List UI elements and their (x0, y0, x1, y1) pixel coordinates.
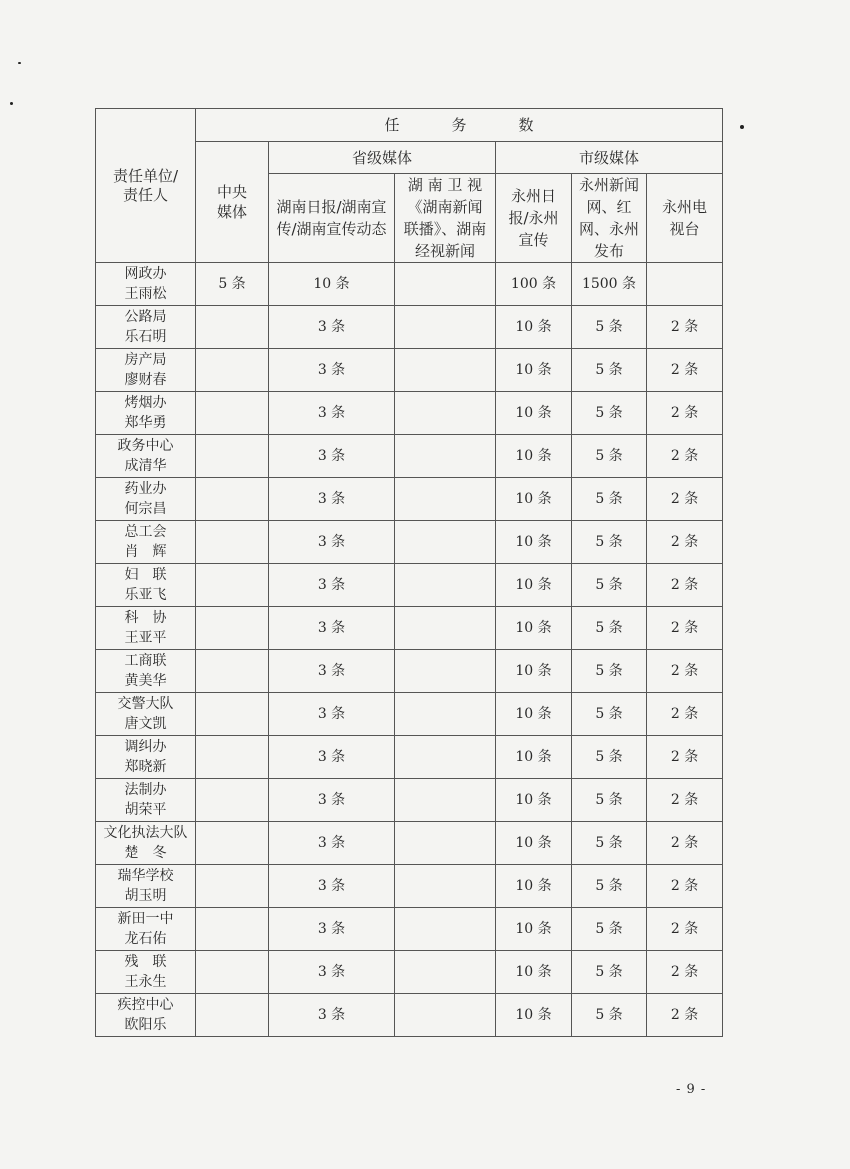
unit-name: 工商联 (124, 653, 167, 669)
responsible-person: 龙石佑 (124, 931, 167, 947)
cell-unit (96, 435, 196, 478)
header-yongzhou-daily: 永州日报/永州宣传 (496, 174, 572, 263)
cell-yongzhou-tv: 2 条 (647, 650, 723, 693)
cell-hunan-tv (395, 435, 496, 478)
responsible-person: 郑晓新 (124, 759, 167, 775)
cell-hunan-tv (395, 736, 496, 779)
cell-yongzhou-tv: 2 条 (647, 478, 723, 521)
unit-name: 烤烟办 (124, 395, 167, 411)
responsible-person: 欧阳乐 (124, 1017, 167, 1033)
cell-unit (96, 822, 196, 865)
cell-yongzhou-daily: 10 条 (496, 994, 572, 1037)
header-yongzhou-tv: 永州电视台 (647, 174, 723, 263)
table-row (96, 607, 723, 650)
cell-yongzhou-tv: 2 条 (647, 693, 723, 736)
table-row (96, 263, 723, 306)
cell-central (196, 779, 269, 822)
cell-unit (96, 306, 196, 349)
cell-hunan-daily: 3 条 (269, 779, 395, 822)
cell-yongzhou-tv: 2 条 (647, 607, 723, 650)
cell-unit (96, 994, 196, 1037)
responsible-person: 胡荣平 (124, 802, 167, 818)
cell-unit (96, 736, 196, 779)
cell-unit (96, 478, 196, 521)
cell-yongzhou-net: 5 条 (572, 564, 647, 607)
table-row (96, 951, 723, 994)
cell-hunan-daily: 3 条 (269, 693, 395, 736)
cell-yongzhou-net: 5 条 (572, 994, 647, 1037)
cell-yongzhou-net: 5 条 (572, 349, 647, 392)
cell-unit (96, 564, 196, 607)
cell-yongzhou-tv: 2 条 (647, 951, 723, 994)
cell-hunan-tv (395, 908, 496, 951)
unit-name: 政务中心 (117, 438, 174, 454)
cell-yongzhou-net: 5 条 (572, 951, 647, 994)
header-hunan-tv: 湖 南 卫 视《湖南新闻联播》、湖南经视新闻 (395, 174, 496, 263)
cell-central (196, 392, 269, 435)
unit-name: 法制办 (124, 782, 167, 798)
cell-hunan-daily: 10 条 (269, 263, 395, 306)
cell-hunan-tv (395, 607, 496, 650)
header-hunan-daily: 湖南日报/湖南宣传/湖南宣传动态 (269, 174, 395, 263)
cell-hunan-tv (395, 306, 496, 349)
cell-yongzhou-net: 5 条 (572, 521, 647, 564)
unit-name: 房产局 (124, 352, 167, 368)
table-row (96, 435, 723, 478)
cell-hunan-tv (395, 779, 496, 822)
cell-unit (96, 779, 196, 822)
cell-yongzhou-net: 5 条 (572, 607, 647, 650)
cell-yongzhou-daily: 10 条 (496, 650, 572, 693)
table-row (96, 392, 723, 435)
responsible-person: 黄美华 (124, 673, 167, 689)
cell-unit (96, 951, 196, 994)
cell-unit (96, 607, 196, 650)
cell-unit (96, 521, 196, 564)
cell-hunan-tv (395, 263, 496, 306)
cell-hunan-daily: 3 条 (269, 822, 395, 865)
responsible-person: 乐亚飞 (124, 587, 167, 603)
cell-hunan-tv (395, 478, 496, 521)
cell-yongzhou-tv: 2 条 (647, 306, 723, 349)
unit-name: 新田一中 (117, 911, 174, 927)
cell-unit (96, 908, 196, 951)
cell-hunan-tv (395, 865, 496, 908)
cell-yongzhou-tv: 2 条 (647, 822, 723, 865)
responsible-person: 肖 辉 (124, 544, 167, 560)
cell-unit (96, 865, 196, 908)
cell-hunan-tv (395, 349, 496, 392)
cell-yongzhou-net: 5 条 (572, 736, 647, 779)
scan-speck (18, 62, 21, 64)
page-number: - 9 - (676, 1082, 707, 1097)
task-table (95, 108, 723, 1037)
cell-hunan-tv (395, 693, 496, 736)
cell-central (196, 650, 269, 693)
cell-yongzhou-daily: 10 条 (496, 349, 572, 392)
header-unit: 责任单位/责任人 (96, 109, 196, 263)
cell-hunan-daily: 3 条 (269, 908, 395, 951)
cell-yongzhou-daily: 10 条 (496, 392, 572, 435)
cell-yongzhou-daily: 10 条 (496, 865, 572, 908)
table-row (96, 564, 723, 607)
cell-yongzhou-daily: 10 条 (496, 779, 572, 822)
cell-yongzhou-tv: 2 条 (647, 349, 723, 392)
unit-name: 科 协 (124, 610, 167, 626)
cell-hunan-daily: 3 条 (269, 994, 395, 1037)
cell-unit (96, 650, 196, 693)
cell-hunan-daily: 3 条 (269, 650, 395, 693)
cell-yongzhou-daily: 10 条 (496, 435, 572, 478)
table-row (96, 865, 723, 908)
table-row (96, 779, 723, 822)
cell-central (196, 349, 269, 392)
cell-yongzhou-net: 5 条 (572, 822, 647, 865)
cell-yongzhou-daily: 10 条 (496, 306, 572, 349)
cell-yongzhou-tv: 2 条 (647, 779, 723, 822)
cell-central (196, 693, 269, 736)
cell-yongzhou-net: 5 条 (572, 392, 647, 435)
table-row (96, 521, 723, 564)
table-row (96, 994, 723, 1037)
cell-yongzhou-net: 5 条 (572, 779, 647, 822)
cell-hunan-tv (395, 650, 496, 693)
cell-central (196, 994, 269, 1037)
table-row (96, 822, 723, 865)
header-city-media: 市级媒体 (496, 142, 723, 174)
cell-hunan-daily: 3 条 (269, 306, 395, 349)
unit-name: 瑞华学校 (117, 868, 174, 884)
responsible-person: 王永生 (124, 974, 167, 990)
unit-name: 网政办 (124, 266, 167, 282)
cell-yongzhou-tv: 2 条 (647, 908, 723, 951)
cell-hunan-daily: 3 条 (269, 736, 395, 779)
cell-central (196, 521, 269, 564)
cell-unit (96, 392, 196, 435)
cell-yongzhou-tv: 2 条 (647, 994, 723, 1037)
responsible-person: 成清华 (124, 458, 167, 474)
responsible-person: 乐石明 (124, 329, 167, 345)
task-table-wrapper (95, 108, 722, 1037)
table-row (96, 306, 723, 349)
responsible-person: 唐文凯 (124, 716, 167, 732)
table-row (96, 736, 723, 779)
cell-yongzhou-tv (647, 263, 723, 306)
unit-name: 妇 联 (124, 567, 167, 583)
cell-yongzhou-net: 5 条 (572, 435, 647, 478)
responsible-person: 胡玉明 (124, 888, 167, 904)
cell-central (196, 736, 269, 779)
table-row (96, 693, 723, 736)
cell-hunan-daily: 3 条 (269, 392, 395, 435)
cell-yongzhou-net: 5 条 (572, 478, 647, 521)
cell-hunan-daily: 3 条 (269, 607, 395, 650)
unit-name: 调纠办 (124, 739, 167, 755)
cell-hunan-daily: 3 条 (269, 435, 395, 478)
cell-hunan-daily: 3 条 (269, 865, 395, 908)
unit-name: 文化执法大队 (103, 825, 188, 841)
cell-unit (96, 349, 196, 392)
cell-yongzhou-daily: 10 条 (496, 736, 572, 779)
cell-hunan-daily: 3 条 (269, 521, 395, 564)
responsible-person: 王亚平 (124, 630, 167, 646)
cell-yongzhou-daily: 10 条 (496, 693, 572, 736)
cell-yongzhou-tv: 2 条 (647, 736, 723, 779)
cell-hunan-daily: 3 条 (269, 951, 395, 994)
cell-hunan-tv (395, 521, 496, 564)
cell-hunan-tv (395, 564, 496, 607)
cell-yongzhou-tv: 2 条 (647, 392, 723, 435)
header-central-media: 中央媒体 (196, 142, 269, 263)
cell-hunan-tv (395, 392, 496, 435)
header-yongzhou-net: 永州新闻网、红网、永州发布 (572, 174, 647, 263)
responsible-person: 王雨松 (124, 286, 167, 302)
unit-name: 药业办 (124, 481, 167, 497)
cell-hunan-daily: 3 条 (269, 478, 395, 521)
cell-yongzhou-net: 5 条 (572, 865, 647, 908)
cell-unit (96, 263, 196, 306)
responsible-person: 楚 冬 (124, 845, 167, 861)
table-row (96, 478, 723, 521)
cell-yongzhou-tv: 2 条 (647, 521, 723, 564)
cell-unit (96, 693, 196, 736)
table-row (96, 908, 723, 951)
cell-yongzhou-net: 1500 条 (572, 263, 647, 306)
cell-central (196, 908, 269, 951)
unit-name: 残 联 (124, 954, 167, 970)
cell-yongzhou-daily: 10 条 (496, 607, 572, 650)
table-row (96, 650, 723, 693)
cell-yongzhou-net: 5 条 (572, 908, 647, 951)
cell-yongzhou-net: 5 条 (572, 650, 647, 693)
cell-central (196, 951, 269, 994)
cell-yongzhou-net: 5 条 (572, 306, 647, 349)
cell-central (196, 478, 269, 521)
cell-central (196, 865, 269, 908)
table-row (96, 349, 723, 392)
cell-yongzhou-tv: 2 条 (647, 564, 723, 607)
cell-yongzhou-net: 5 条 (572, 693, 647, 736)
cell-central (196, 564, 269, 607)
cell-yongzhou-daily: 10 条 (496, 822, 572, 865)
unit-name: 总工会 (124, 524, 167, 540)
header-task-title: 任务数 (196, 109, 723, 142)
cell-yongzhou-daily: 10 条 (496, 951, 572, 994)
cell-hunan-daily: 3 条 (269, 564, 395, 607)
cell-hunan-tv (395, 951, 496, 994)
unit-name: 交警大队 (117, 696, 174, 712)
cell-hunan-tv (395, 994, 496, 1037)
responsible-person: 何宗昌 (124, 501, 167, 517)
cell-yongzhou-daily: 10 条 (496, 908, 572, 951)
cell-yongzhou-daily: 100 条 (496, 263, 572, 306)
cell-hunan-tv (395, 822, 496, 865)
cell-central (196, 306, 269, 349)
cell-yongzhou-tv: 2 条 (647, 865, 723, 908)
scan-speck (10, 102, 13, 105)
cell-yongzhou-daily: 10 条 (496, 478, 572, 521)
responsible-person: 郑华勇 (124, 415, 167, 431)
cell-central (196, 435, 269, 478)
cell-yongzhou-tv: 2 条 (647, 435, 723, 478)
cell-yongzhou-daily: 10 条 (496, 521, 572, 564)
scan-speck (740, 125, 744, 129)
header-provincial-media: 省级媒体 (269, 142, 496, 174)
unit-name: 疾控中心 (117, 997, 174, 1013)
cell-central (196, 607, 269, 650)
cell-central: 5 条 (196, 263, 269, 306)
cell-yongzhou-daily: 10 条 (496, 564, 572, 607)
responsible-person: 廖财春 (124, 372, 167, 388)
unit-name: 公路局 (124, 309, 167, 325)
cell-hunan-daily: 3 条 (269, 349, 395, 392)
cell-central (196, 822, 269, 865)
